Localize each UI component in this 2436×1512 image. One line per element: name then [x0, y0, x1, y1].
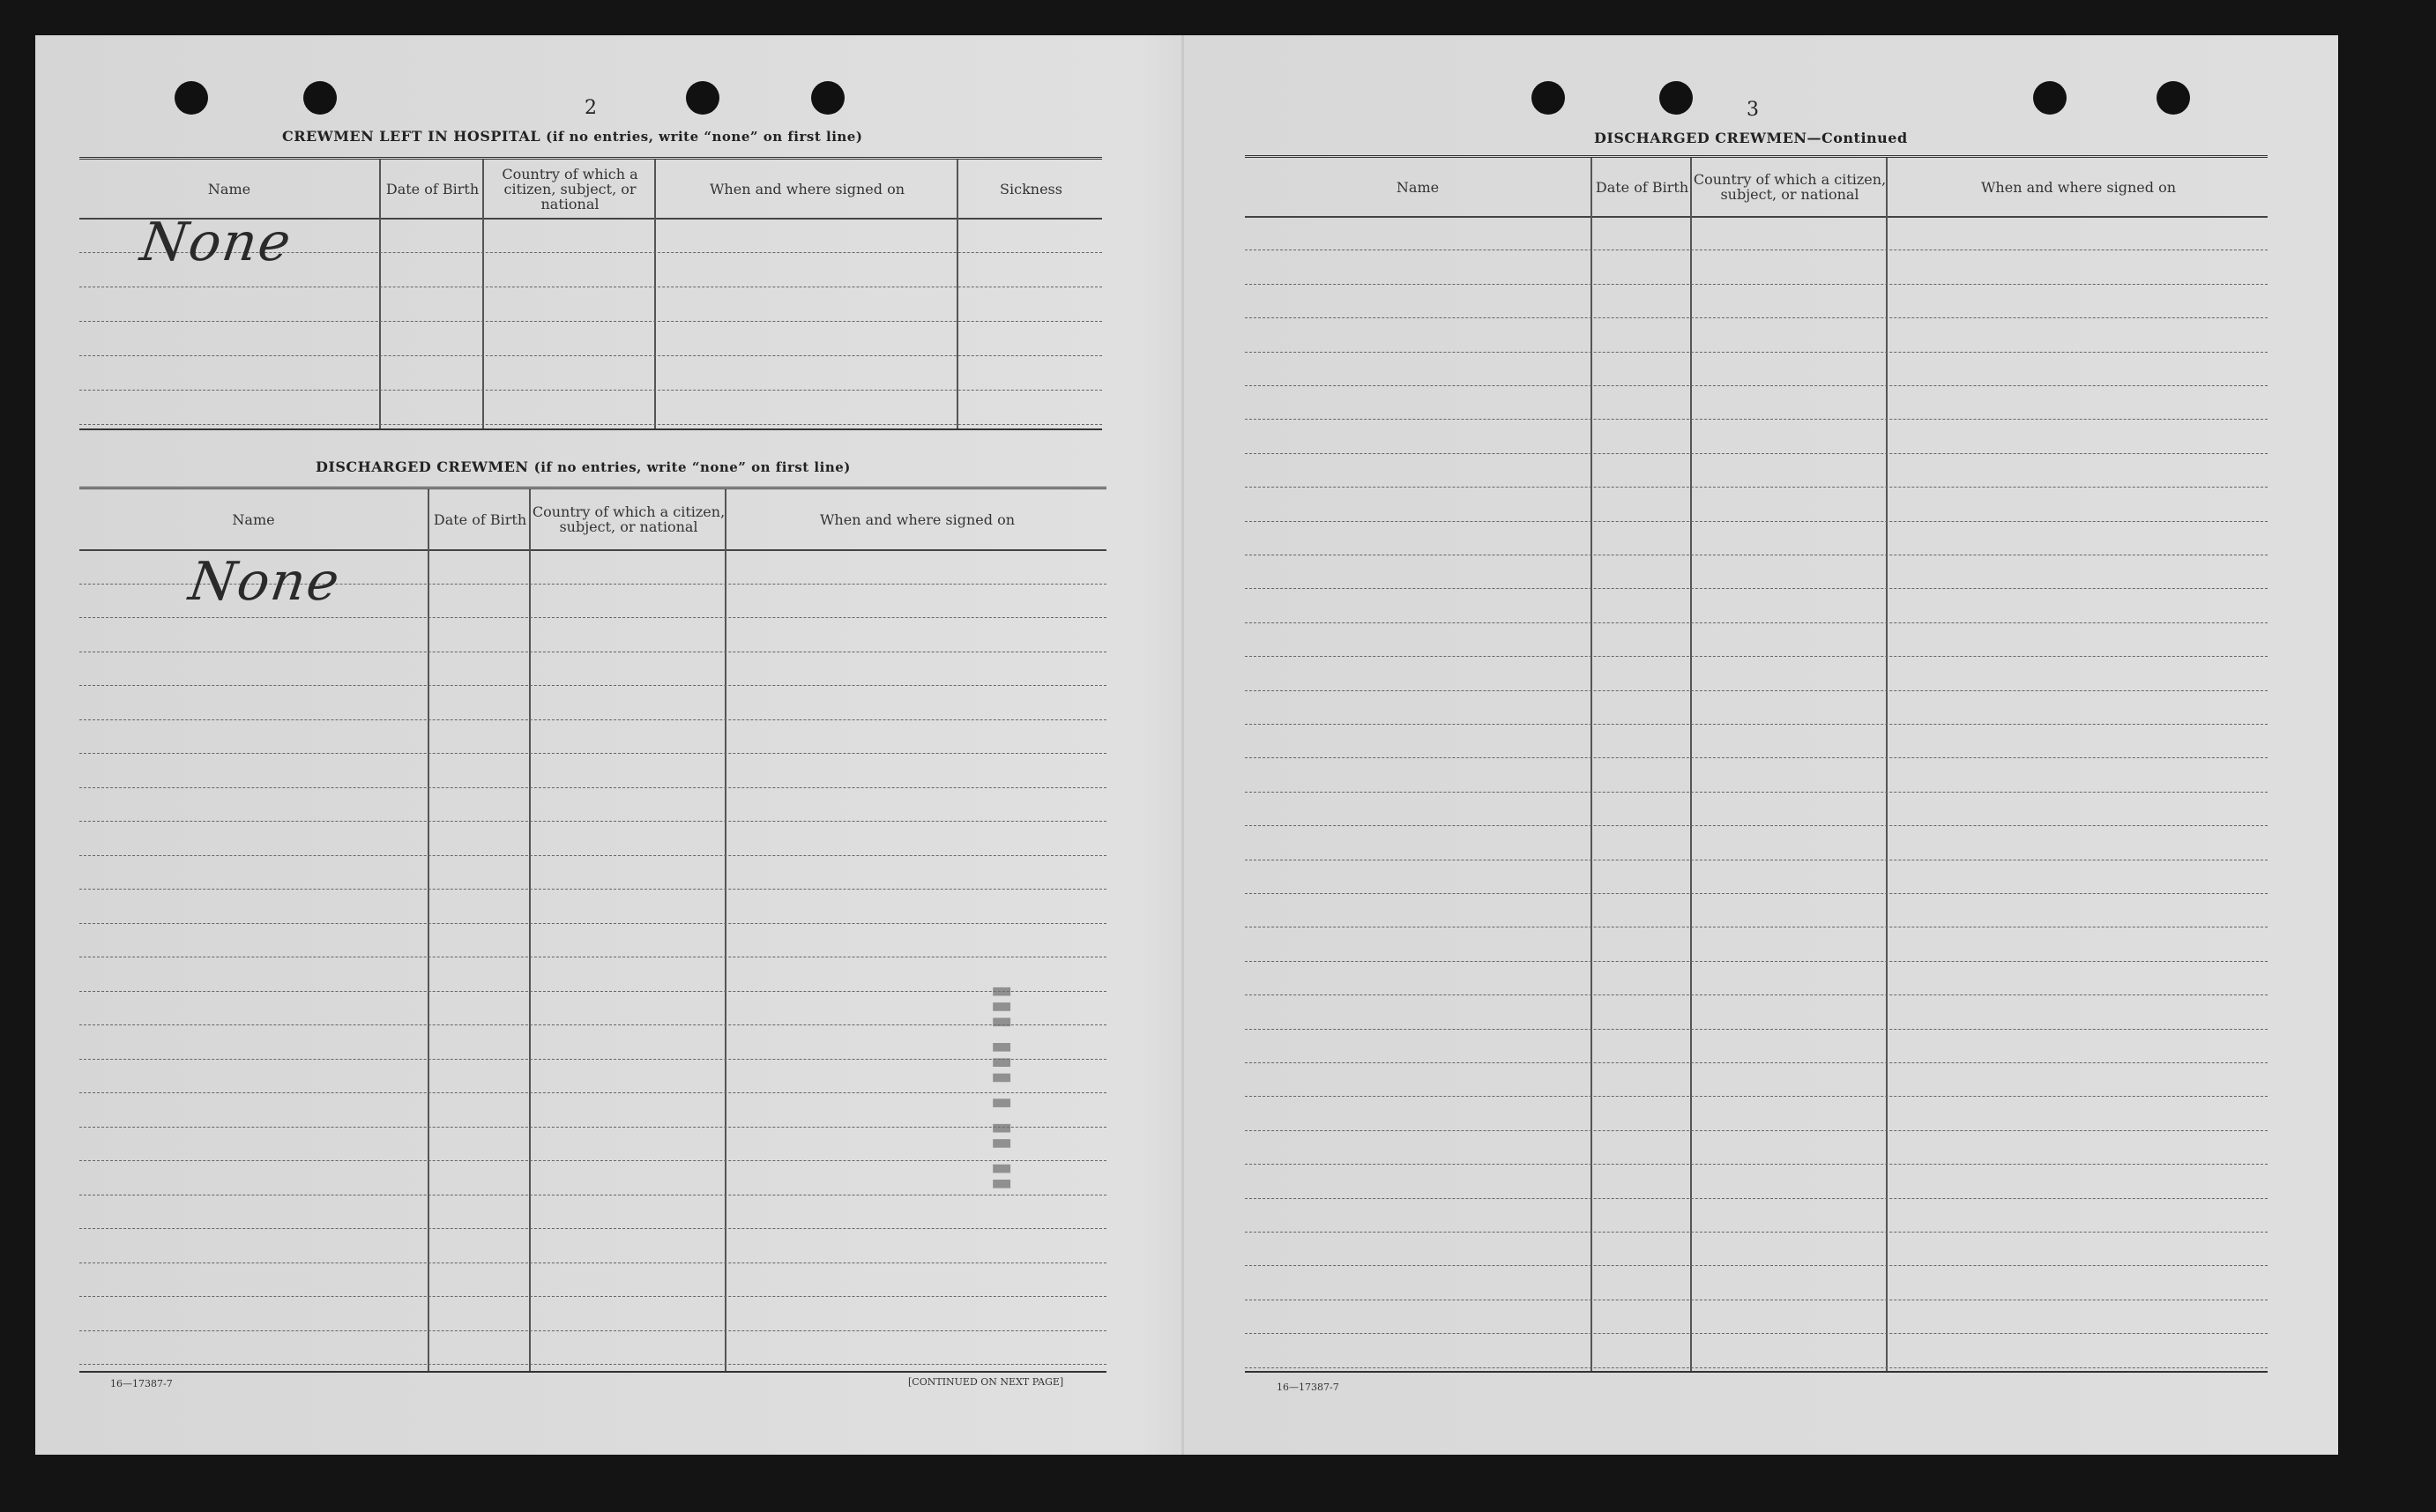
entry-line — [79, 1127, 1106, 1128]
punch-hole — [2157, 81, 2190, 115]
hospital-header-sickness: Sickness — [1000, 180, 1062, 197]
discharged-left-header-name: Name — [232, 510, 275, 528]
hospital-header-name: Name — [207, 180, 251, 197]
entry-line — [1245, 352, 2268, 353]
discharged-title-text: DISCHARGED CREWMEN — [316, 458, 529, 475]
discharged-left-signed-column — [725, 489, 1108, 1371]
entry-line — [79, 1059, 1106, 1060]
entry-line — [1245, 994, 2268, 995]
entry-line — [79, 991, 1106, 992]
entry-line — [79, 1160, 1106, 1161]
discharged-right-header-country: Country of which a citizen, subject, or national — [1693, 171, 1887, 203]
hospital-sickness-column — [957, 160, 1104, 428]
punch-hole — [1659, 81, 1693, 115]
entry-line — [79, 1262, 1106, 1263]
entry-line — [1245, 690, 2268, 691]
discharged-left-name-column — [79, 489, 428, 1371]
entry-line — [1245, 1029, 2268, 1030]
entry-line — [1245, 825, 2268, 826]
discharged-continued-title: DISCHARGED CREWMEN—Continued — [1594, 130, 1908, 146]
entry-line — [1245, 419, 2268, 420]
hospital-header-signed: When and where signed on — [709, 180, 905, 197]
form-code-right: 16—17387-7 — [1277, 1382, 1339, 1393]
punch-hole — [1531, 81, 1565, 115]
discharged-table-left — [79, 487, 1106, 1373]
entry-line — [1245, 385, 2268, 386]
entry-line — [1245, 1367, 2268, 1368]
entry-line — [1245, 284, 2268, 285]
punch-hole — [175, 81, 208, 115]
punch-hole — [303, 81, 337, 115]
hospital-signed-column — [654, 160, 958, 428]
entry-line — [1245, 453, 2268, 454]
entry-line — [1245, 656, 2268, 657]
punch-hole — [686, 81, 719, 115]
entry-line — [79, 821, 1106, 822]
hospital-header-dob: Date of Birth — [385, 180, 480, 197]
continued-note: [CONTINUED ON NEXT PAGE] — [908, 1376, 1064, 1388]
entry-line — [1245, 1333, 2268, 1334]
entry-line — [79, 355, 1102, 356]
entry-line — [79, 1228, 1106, 1229]
entry-line — [1245, 622, 2268, 623]
page-number-left: 2 — [585, 97, 597, 119]
entry-line — [1245, 521, 2268, 522]
discharged-left-dob-column — [428, 489, 531, 1371]
entry-line — [79, 424, 1102, 425]
hospital-name-column — [79, 160, 379, 428]
discharged-table-right — [1245, 155, 2268, 1373]
discharged-right-header-name: Name — [1396, 178, 1440, 196]
entry-line — [1245, 588, 2268, 589]
entry-line — [79, 923, 1106, 924]
entry-line — [79, 753, 1106, 754]
discharged-right-header-dob: Date of Birth — [1595, 178, 1689, 196]
entry-line — [1245, 1096, 2268, 1097]
punch-hole — [2033, 81, 2067, 115]
hospital-title-note: (if no entries, write “none” on first line) — [546, 129, 863, 145]
entry-line — [1245, 1232, 2268, 1233]
punch-hole — [811, 81, 845, 115]
entry-line — [79, 1092, 1106, 1093]
discharged-left-header-dob: Date of Birth — [433, 510, 527, 528]
entry-line — [79, 787, 1106, 788]
entry-line — [79, 1364, 1106, 1365]
discharged-left-header-signed: When and where signed on — [819, 510, 1016, 528]
hospital-entry-none: None — [137, 212, 296, 273]
discharged-right-name-column — [1245, 158, 1590, 1371]
entry-line — [79, 855, 1106, 856]
entry-line — [1245, 487, 2268, 488]
entry-line — [1245, 724, 2268, 725]
entry-line — [1245, 1164, 2268, 1165]
entry-line — [1245, 1265, 2268, 1266]
faded-stamp-mark: ▮▮ ▮▮ ▮ ▮▮▮ ▮▮▮ — [987, 982, 1014, 1190]
discharged-section-title — [316, 458, 851, 475]
entry-line — [1245, 1130, 2268, 1131]
hospital-header-country: Country of which a citizen, subject, or national — [502, 165, 638, 212]
entry-line — [79, 390, 1102, 391]
entry-line — [1245, 792, 2268, 793]
form-code-left: 16—17387-7 — [110, 1378, 173, 1389]
hospital-table — [79, 157, 1102, 430]
discharged-left-header-country: Country of which a citizen, subject, or national — [532, 503, 726, 535]
entry-line — [79, 889, 1106, 890]
page-fold — [1181, 35, 1184, 1455]
discharged-title-note: (if no entries, write “none” on first line) — [533, 459, 851, 475]
entry-line — [1245, 757, 2268, 758]
discharged-entry-none: None — [185, 551, 345, 613]
entry-line — [79, 685, 1106, 686]
page-number-right: 3 — [1747, 99, 1759, 121]
hospital-dob-column — [379, 160, 484, 428]
entry-line — [1245, 893, 2268, 894]
discharged-right-dob-column — [1590, 158, 1692, 1371]
discharged-right-header-signed: When and where signed on — [1980, 178, 2177, 196]
entry-line — [1245, 317, 2268, 318]
entry-line — [79, 321, 1102, 322]
document-sheet — [35, 35, 2338, 1455]
entry-line — [79, 719, 1106, 720]
discharged-left-country-column — [529, 489, 726, 1371]
entry-line — [79, 1024, 1106, 1025]
entry-line — [79, 617, 1106, 618]
hospital-section-title — [282, 128, 862, 145]
entry-line — [1245, 961, 2268, 962]
hospital-title-text: CREWMEN LEFT IN HOSPITAL — [282, 128, 541, 145]
entry-line — [79, 1330, 1106, 1331]
discharged-right-country-column — [1690, 158, 1888, 1371]
entry-line — [1245, 1062, 2268, 1063]
entry-line — [1245, 1198, 2268, 1199]
entry-line — [79, 1296, 1106, 1297]
hospital-country-column — [482, 160, 656, 428]
discharged-right-signed-column — [1886, 158, 2269, 1371]
